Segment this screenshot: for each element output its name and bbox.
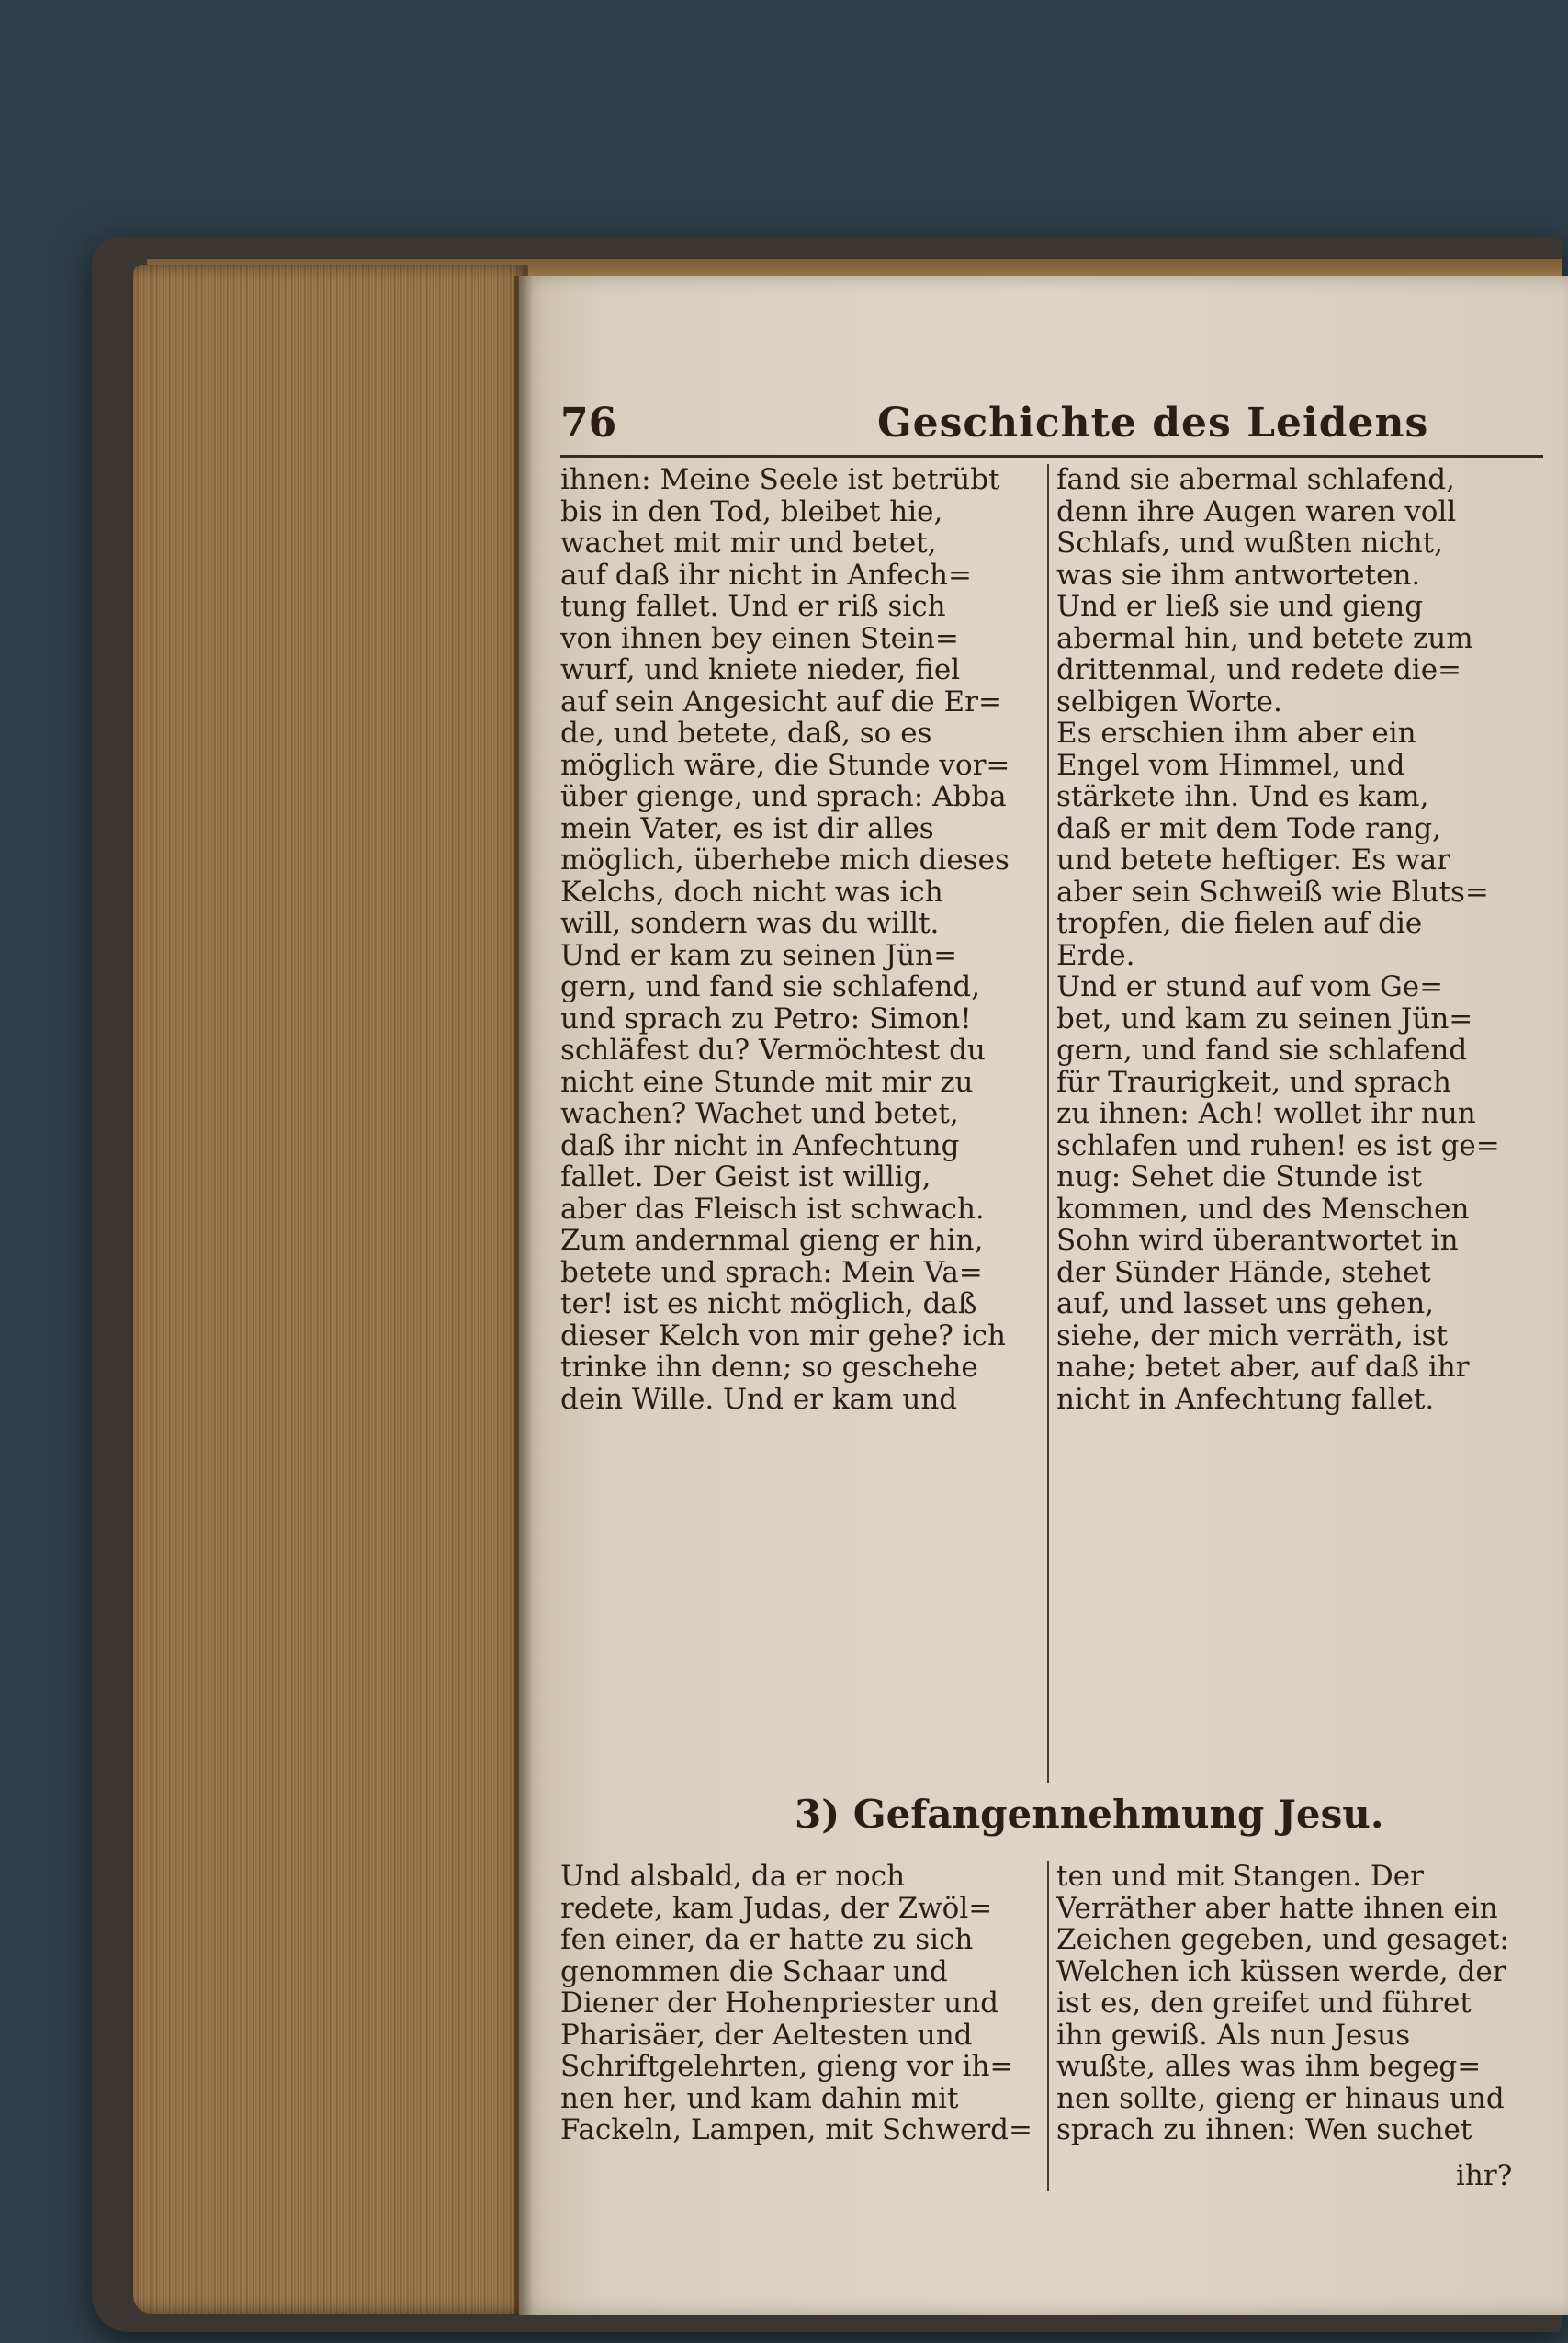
gutter-shadow [514,276,533,2315]
page-block-edge [133,265,528,2314]
text-line: Verräther aber hatte ihnen ein [1056,1892,1498,1924]
text-line: stärkete ihn. Und es kam, [1056,781,1429,813]
text-line: betete und sprach: Mein Va= [560,1256,983,1288]
text-line: möglich wäre, die Stunde vor= [560,749,1010,781]
text-line: fallet. Der Geist ist willig, [560,1161,931,1194]
text-line: bis in den Tod, bleibet hie, [560,495,943,527]
section-heading: 3) Gefangennehmung Jesu. [795,1792,1384,1837]
text-line: dein Wille. Und er kam und [560,1383,958,1415]
text-line: zu ihnen: Ach! wollet ihr nun [1056,1098,1476,1130]
text-line: wachet mit mir und betet, [560,527,937,560]
text-line: Zeichen gegeben, und gesaget: [1056,1924,1509,1956]
text-line: Sohn wird überantwortet in [1056,1225,1459,1257]
page-header [560,400,1543,458]
text-line: gern, und fand sie schlafend [1056,1035,1468,1067]
column-divider [1047,464,1049,1783]
text-line: Schlafs, und wußten nicht, [1056,527,1444,560]
text-line: nicht in Anfechtung fallet. [1056,1383,1435,1415]
book-page [519,276,1568,2315]
text-line: dieser Kelch von mir gehe? ich [560,1319,1006,1352]
text-line: schlafen und ruhen! es ist ge= [1056,1129,1500,1161]
text-line: nen her, und kam dahin mit [560,2082,959,2114]
text-line: gern, und fand sie schlafend, [560,971,981,1003]
text-line: tung fallet. Und er riß sich [560,591,946,623]
text-line: nicht eine Stunde mit mir zu [560,1066,974,1098]
text-line: Und er stund auf vom Ge= [1056,971,1444,1003]
catchword: ihr? [1456,2159,1513,2192]
text-column-right-upper [1056,464,1543,1415]
text-line: Kelchs, doch nicht was ich [560,876,943,908]
text-line: fen einer, da er hatte zu sich [560,1924,974,1956]
text-line: Es erschien ihm aber ein [1056,718,1416,750]
text-column-right-lower [1056,1861,1543,2146]
text-line: der Sünder Hände, stehet [1056,1256,1431,1288]
text-line: Und alsbald, da er noch [560,1861,906,1893]
text-line: ihnen: Meine Seele ist betrübt [560,464,1000,496]
text-line: abermal hin, und betete zum [1056,622,1473,654]
text-line: selbigen Worte. [1056,685,1282,718]
text-column-left-lower [560,1861,1038,2146]
text-line: Schriftgelehrten, gieng vor ih= [560,2051,1014,2083]
text-line: auf, und lasset uns gehen, [1056,1288,1435,1320]
text-line: wurf, und kniete nieder, fiel [560,654,961,686]
text-line: drittenmal, und redete die= [1056,654,1462,686]
text-line: fand sie abermal schlafend, [1056,464,1455,496]
text-line: siehe, der mich verräth, ist [1056,1319,1448,1352]
text-line: was sie ihm antworteten. [1056,559,1421,591]
text-line: schläfest du? Vermöchtest du [560,1035,986,1067]
text-line: Pharisäer, der Aeltesten und [560,2019,973,2051]
page-number: 76 [560,400,617,447]
text-line: von ihnen bey einen Stein= [560,622,959,654]
text-line: aber sein Schweiß wie Bluts= [1056,876,1489,908]
text-line: und sprach zu Petro: Simon! [560,1002,972,1035]
text-line: ter! ist es nicht möglich, daß [560,1288,977,1320]
text-line: daß ihr nicht in Anfechtung [560,1129,960,1161]
text-line: nug: Sehet die Stunde ist [1056,1161,1423,1194]
text-line: auf daß ihr nicht in Anfech= [560,559,972,591]
text-line: ihn gewiß. Als nun Jesus [1056,2019,1411,2051]
text-line: Erde. [1056,939,1135,971]
text-line: trinke ihn denn; so geschehe [560,1352,978,1384]
text-line: möglich, überhebe mich dieses [560,844,1010,877]
text-line: Engel vom Himmel, und [1056,749,1405,781]
text-line: Und er kam zu seinen Jün= [560,939,958,971]
text-line: mein Vater, es ist dir alles [560,812,934,844]
text-column-left-upper [560,464,1038,1415]
text-line: ten und mit Stangen. Der [1056,1861,1424,1893]
text-line: Fackeln, Lampen, mit Schwerd= [560,2114,1032,2146]
text-line: Diener der Hohenpriester und [560,1987,999,2020]
text-line: auf sein Angesicht auf die Er= [560,685,1002,718]
text-line: Zum andernmal gieng er hin, [560,1225,984,1257]
text-line: kommen, und des Menschen [1056,1193,1470,1225]
running-title: Geschichte des Leidens [877,400,1429,447]
text-line: Und er ließ sie und gieng [1056,591,1424,623]
text-line: wußte, alles was ihm begeg= [1056,2051,1482,2083]
text-line: bet, und kam zu seinen Jün= [1056,1002,1473,1035]
text-line: und betete heftiger. Es war [1056,844,1450,877]
text-line: ist es, den greifet und führet [1056,1987,1472,2020]
text-line: redete, kam Judas, der Zwöl= [560,1892,993,1924]
text-line: über gienge, und sprach: Abba [560,781,1007,813]
column-divider [1047,1861,1049,2191]
text-line: nen sollte, gieng er hinaus und [1056,2082,1505,2114]
text-line: tropfen, die fielen auf die [1056,908,1423,940]
text-line: daß er mit dem Tode rang, [1056,812,1441,844]
text-line: will, sondern was du willt. [560,908,940,940]
text-line: denn ihre Augen waren voll [1056,495,1457,527]
text-line: wachen? Wachet und betet, [560,1098,959,1130]
text-line: nahe; betet aber, auf daß ihr [1056,1352,1470,1384]
text-line: sprach zu ihnen: Wen suchet [1056,2114,1472,2146]
text-line: de, und betete, daß, so es [560,718,932,750]
text-line: aber das Fleisch ist schwach. [560,1193,985,1225]
text-line: Welchen ich küssen werde, der [1056,1955,1506,1987]
text-line: genommen die Schaar und [560,1955,948,1987]
text-line: für Traurigkeit, und sprach [1056,1066,1451,1098]
